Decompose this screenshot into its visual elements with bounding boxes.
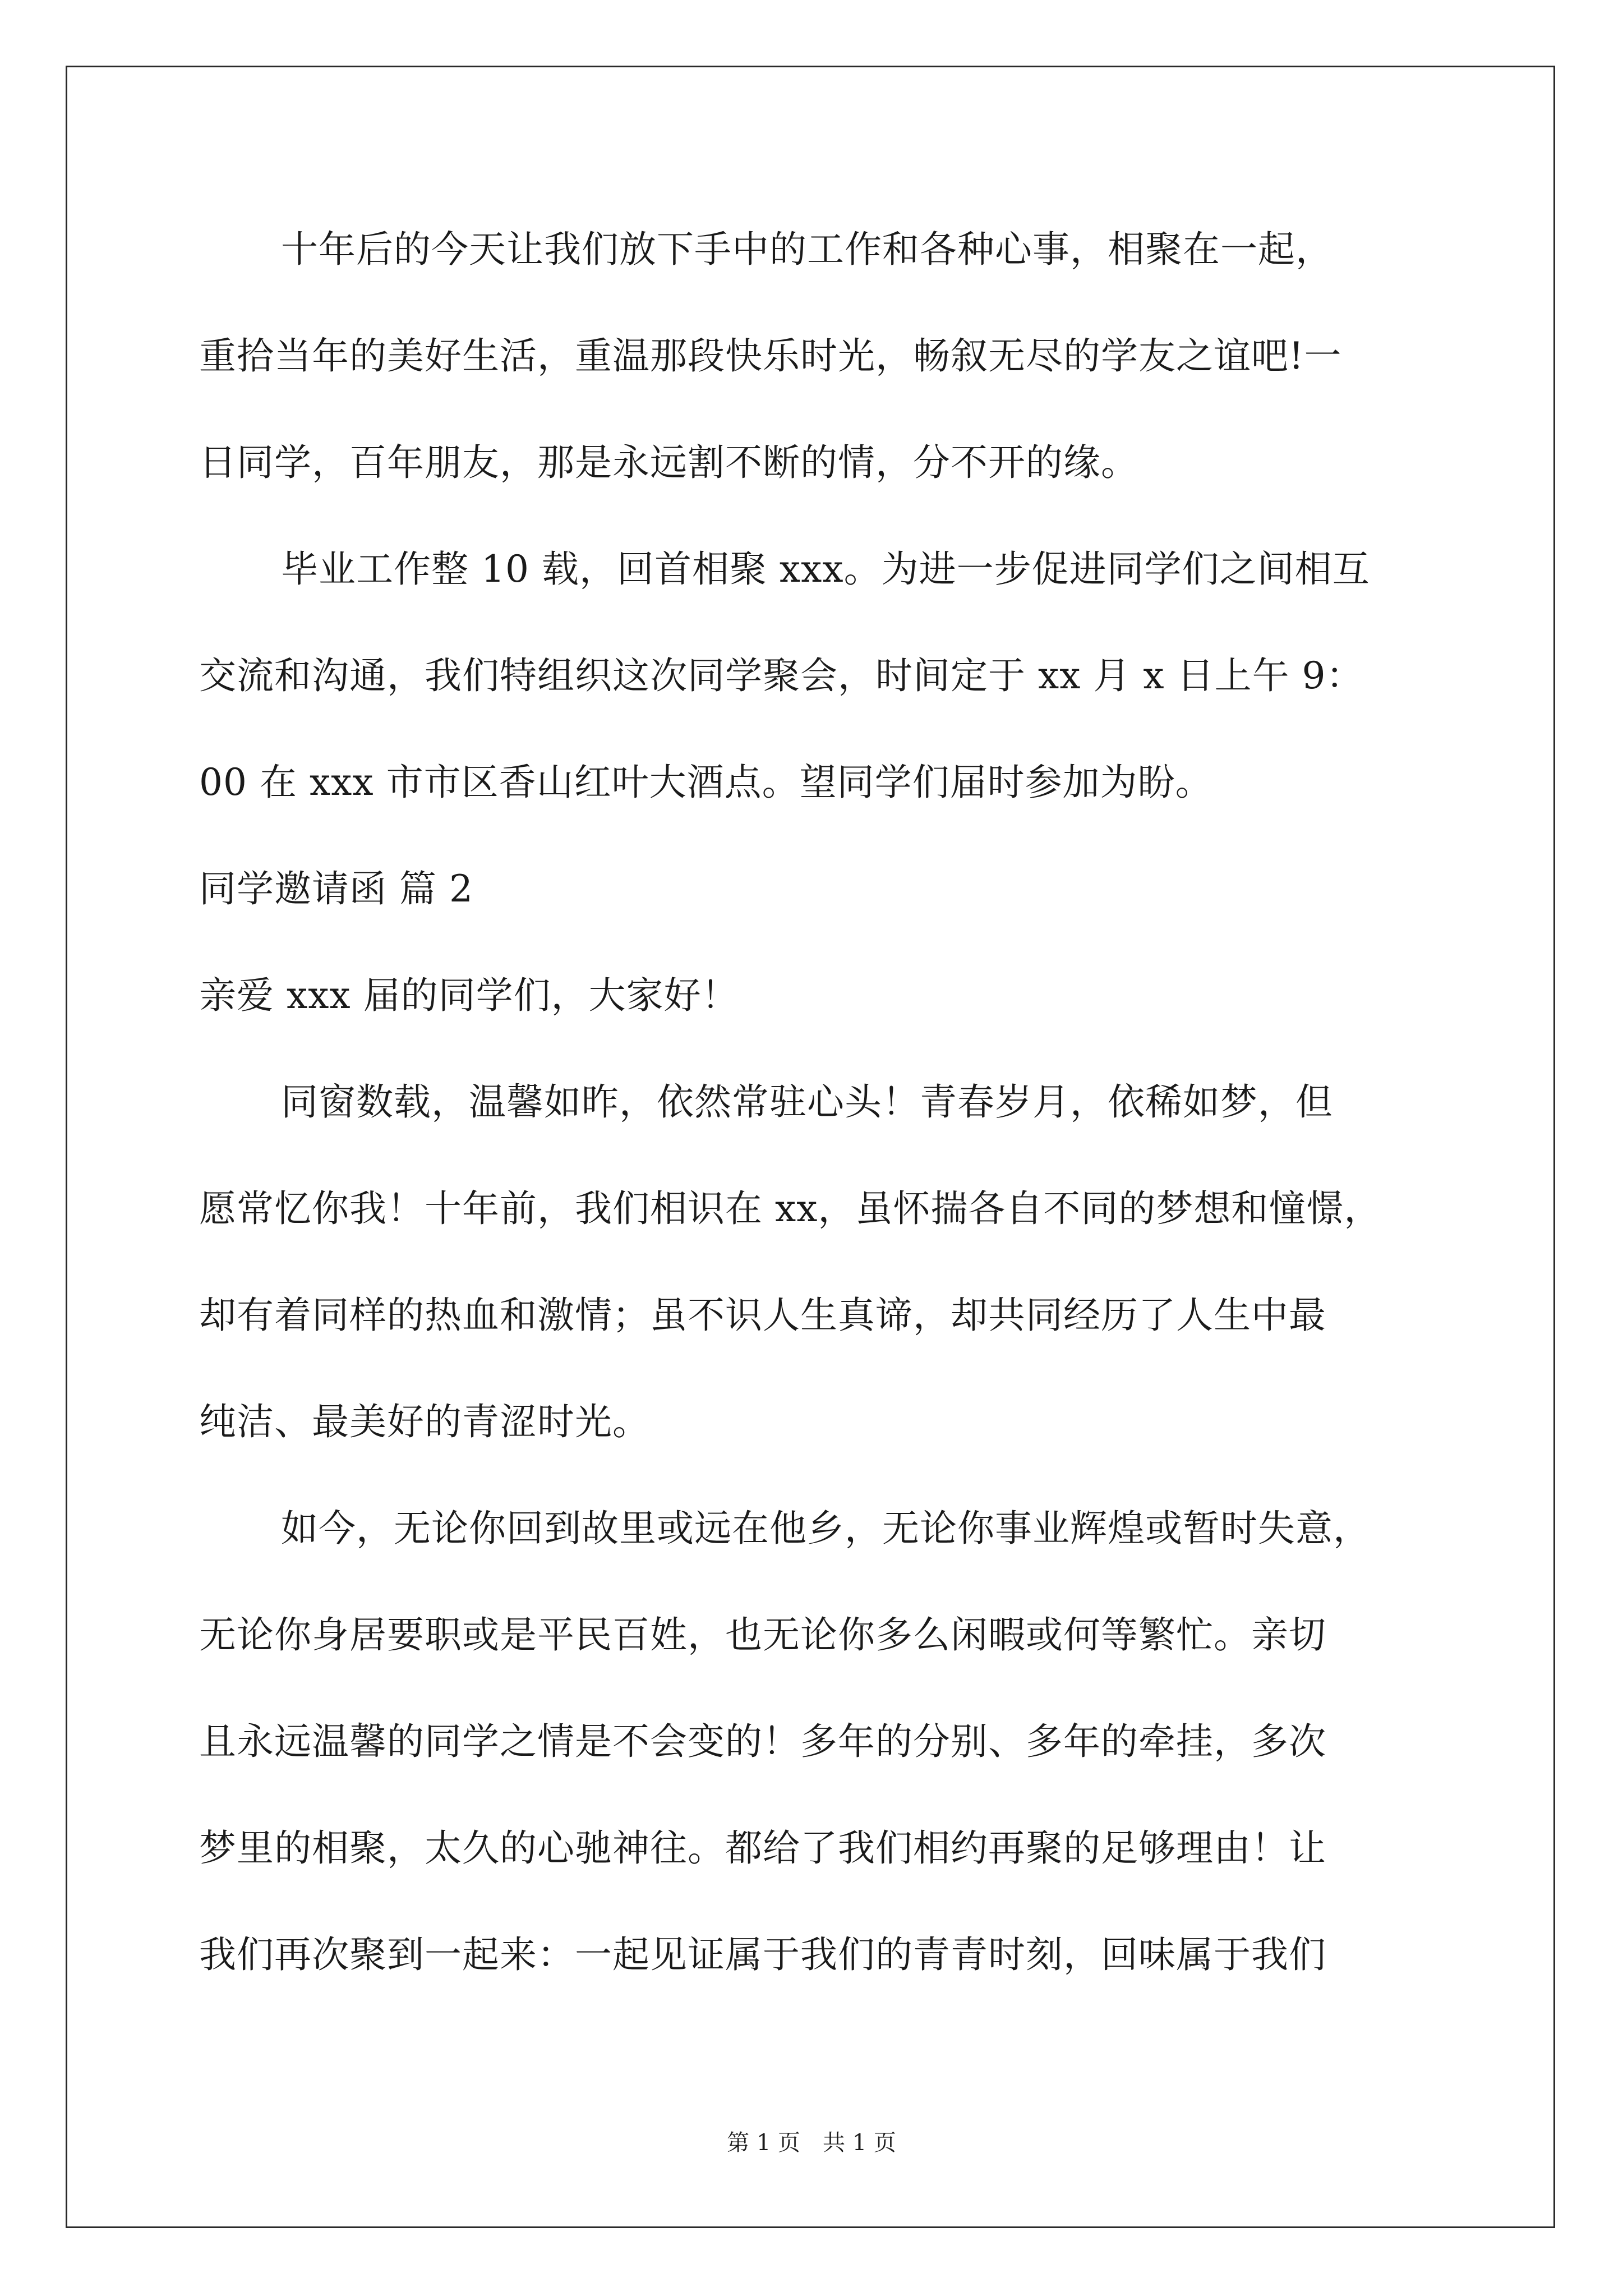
paragraph-line: 愿常忆你我！十年前，我们相识在 xx，虽怀揣各自不同的梦想和憧憬， — [199, 1187, 1382, 1230]
paragraph-line: 00 在 xxx 市市区香山红叶大酒点。望同学们届时参加为盼。 — [199, 761, 1213, 804]
paragraph-line: 我们再次聚到一起来：一起见证属于我们的青青时刻，回味属于我们 — [199, 1933, 1326, 1976]
paragraph-line: 同窗数载，温馨如昨，依然常驻心头！青春岁月，依稀如梦，但 — [281, 1080, 1333, 1124]
paragraph-line: 如今，无论你回到故里或远在他乡，无论你事业辉煌或暂时失意， — [281, 1507, 1371, 1550]
page-border — [66, 66, 1555, 2228]
section-heading: 同学邀请函 篇 2 — [199, 867, 473, 910]
paragraph-line: 却有着同样的热血和激情；虽不识人生真谛，却共同经历了人生中最 — [199, 1294, 1326, 1337]
paragraph-line: 且永远温馨的同学之情是不会变的！多年的分别、多年的牵挂，多次 — [199, 1720, 1326, 1763]
salutation: 亲爱 xxx 届的同学们，大家好！ — [199, 974, 739, 1017]
paragraph-line: 十年后的今天让我们放下手中的工作和各种心事，相聚在一起， — [281, 228, 1333, 271]
paragraph-line: 日同学，百年朋友，那是永远割不断的情，分不开的缘。 — [199, 441, 1138, 484]
paragraph-line: 梦里的相聚，太久的心驰神往。都给了我们相约再聚的足够理由！让 — [199, 1826, 1326, 1870]
paragraph-line: 纯洁、最美好的青涩时光。 — [199, 1400, 650, 1443]
paragraph-line: 毕业工作整 10 载，回首相聚 xxx。为进一步促进同学们之间相互 — [281, 547, 1370, 591]
paragraph-line: 无论你身居要职或是平民百姓，也无论你多么闲暇或何等繁忙。亲切 — [199, 1613, 1326, 1657]
paragraph-line: 重拾当年的美好生活，重温那段快乐时光，畅叙无尽的学友之谊吧!一 — [199, 334, 1342, 378]
page-footer: 第 1 页 共 1 页 — [727, 2130, 896, 2156]
paragraph-line: 交流和沟通，我们特组织这次同学聚会，时间定于 xx 月 x 日上午 9： — [199, 654, 1364, 697]
